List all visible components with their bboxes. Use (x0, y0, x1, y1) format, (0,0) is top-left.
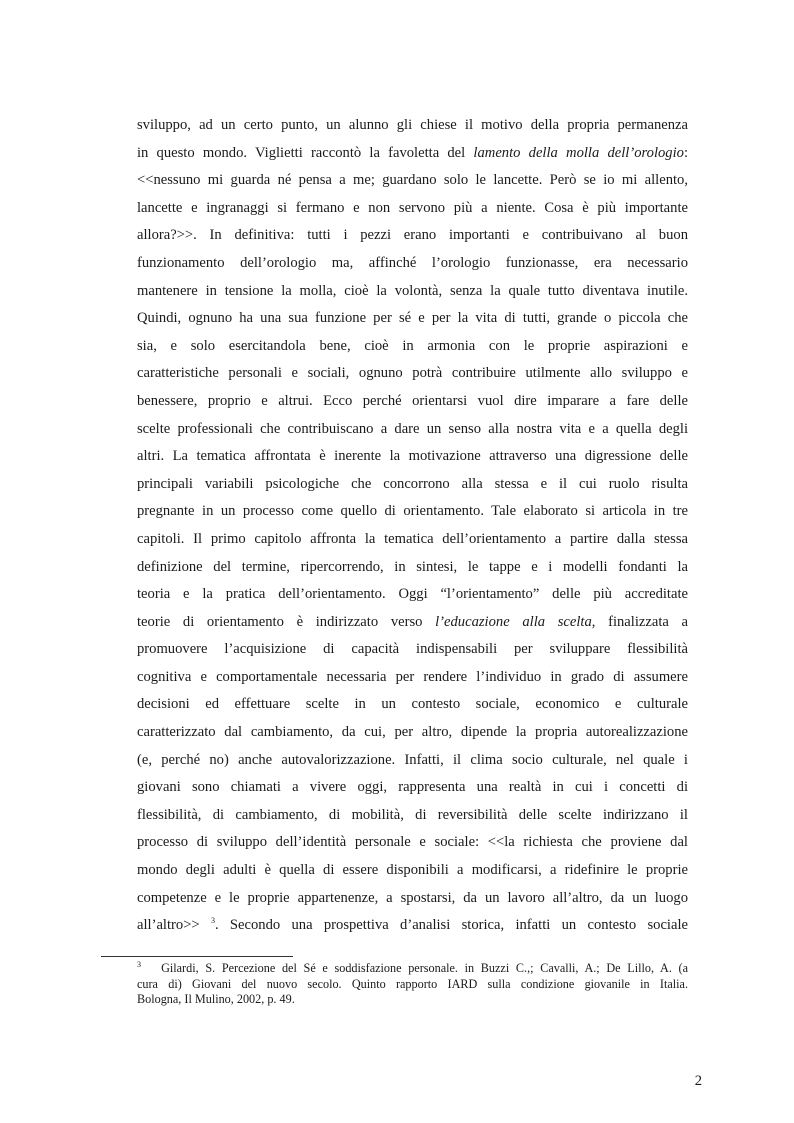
text-line: cognitiva e comportamentale necessaria per rendere l’individuo in grado di assumere (137, 668, 688, 685)
text-line: capitoli. Il primo capitolo affronta la tematica dell’orientamento a partire dalla stessa (137, 530, 688, 547)
footnote-separator (101, 956, 293, 957)
body-text (137, 112, 688, 940)
text-line: giovani sono chiamati a vivere oggi, rappresenta una realtà in cui i concetti di (137, 779, 688, 796)
text-line: principali variabili psicologiche che concorrono alla stessa e il cui ruolo risulta (137, 475, 688, 492)
text-line: mondo degli adulti è quella di essere disponibili a modificarsi, a ridefinire le proprie (137, 862, 688, 879)
text-line: Quindi, ognuno ha una sua funzione per sé e per la vita di tutti, grande o piccola che (137, 310, 688, 327)
text-line: teorie di orientamento è indirizzato verso l’educazione alla scelta, finalizzata a (137, 613, 688, 630)
page-number: 2 (694, 1073, 702, 1089)
footnote (137, 961, 688, 1008)
text-line: (e, perché no) anche autovalorizzazione. Infatti, il clima socio culturale, nel quale i (137, 751, 688, 768)
footnote-line: Bologna, Il Mulino, 2002, p. 49. (137, 992, 295, 1006)
text-line: pregnante in un processo come quello di orientamento. Tale elaborato si articola in tre (137, 503, 688, 520)
text-line: in questo mondo. Viglietti raccontò la favoletta del lamento della molla dell’orologio: (137, 144, 688, 161)
text-line: processo di sviluppo dell’identità personale e sociale: <<la richiesta che proviene dal (137, 834, 688, 851)
italic-title: lamento della molla dell’orologio (473, 144, 684, 161)
text-line: sia, e solo esercitandola bene, cioè in armonia con le proprie aspirazioni e (137, 337, 688, 354)
text-line: promuovere l’acquisizione di capacità indispensabili per sviluppare flessibilità (137, 641, 688, 658)
footnote-reference[interactable]: 3 (210, 916, 215, 926)
text-line: flessibilità, di cambiamento, di mobilità, di reversibilità delle scelte indirizzano il (137, 806, 688, 823)
text-line: sviluppo, ad un certo punto, un alunno gli chiese il motivo della propria permanenza (137, 117, 688, 133)
text-line: all’altro>> $^3$. Secondo una prospettiva d’analisi storica, infatti un contesto sociale (137, 916, 688, 934)
text-line: altri. La tematica affrontata è inerente la motivazione attraverso una digressione delle (137, 448, 688, 465)
text-line: teoria e la pratica dell’orientamento. Oggi “l’orientamento” delle più accreditate (137, 586, 688, 603)
text-line: caratteristiche personali e sociali, ognuno potrà contribuire utilmente allo sviluppo e (137, 365, 688, 382)
text-line: benessere, proprio e altrui. Ecco perché orientarsi vuol dire imparare a fare delle (137, 392, 688, 409)
footnote-line: cura di) Giovani del nuovo secolo. Quinto rapporto IARD sulla condizione giovanile in Italia. (137, 976, 688, 991)
text-line: <<nessuno mi guarda né pensa a me; guardano solo le lancette. Però se io mi allento, (137, 172, 688, 189)
italic-phrase: l’educazione alla scelta (435, 613, 592, 630)
text-line: decisioni ed effettuare scelte in un contesto sociale, economico e culturale (137, 696, 688, 713)
text-line: definizione del termine, ripercorrendo, in sintesi, le tappe e i modelli fondanti la (137, 558, 688, 575)
text-line: funzionamento dell’orologio ma, affinché l’orologio funzionasse, era necessario (137, 254, 688, 271)
text-line: competenze e le proprie appartenenze, a spostarsi, da un lavoro all’altro, da un luogo (137, 889, 688, 906)
text-line: lancette e ingranaggi si fermano e non servono più a niente. Cosa è più importante (137, 199, 688, 216)
text-line: allora?>>. In definitiva: tutti i pezzi erano importanti e contribuivano al buon (137, 227, 688, 244)
footnote-line: $^3$ Gilardi, S. Percezione del Sé e soddisfazione personale. in Buzzi C.,; Cavalli, A.; De Lillo, A. (a (137, 961, 688, 975)
text-line: scelte professionali che contribuiscano a dare un senso alla nostra vita e a quella degli (137, 420, 688, 437)
text-line: mantenere in tensione la molla, cioè la volontà, senza la quale tutto diventava inutile. (137, 282, 688, 299)
text-line: caratterizzato dal cambiamento, da cui, per altro, dipende la propria autorealizzazione (137, 724, 688, 741)
footnote-marker: 3 (137, 961, 141, 969)
